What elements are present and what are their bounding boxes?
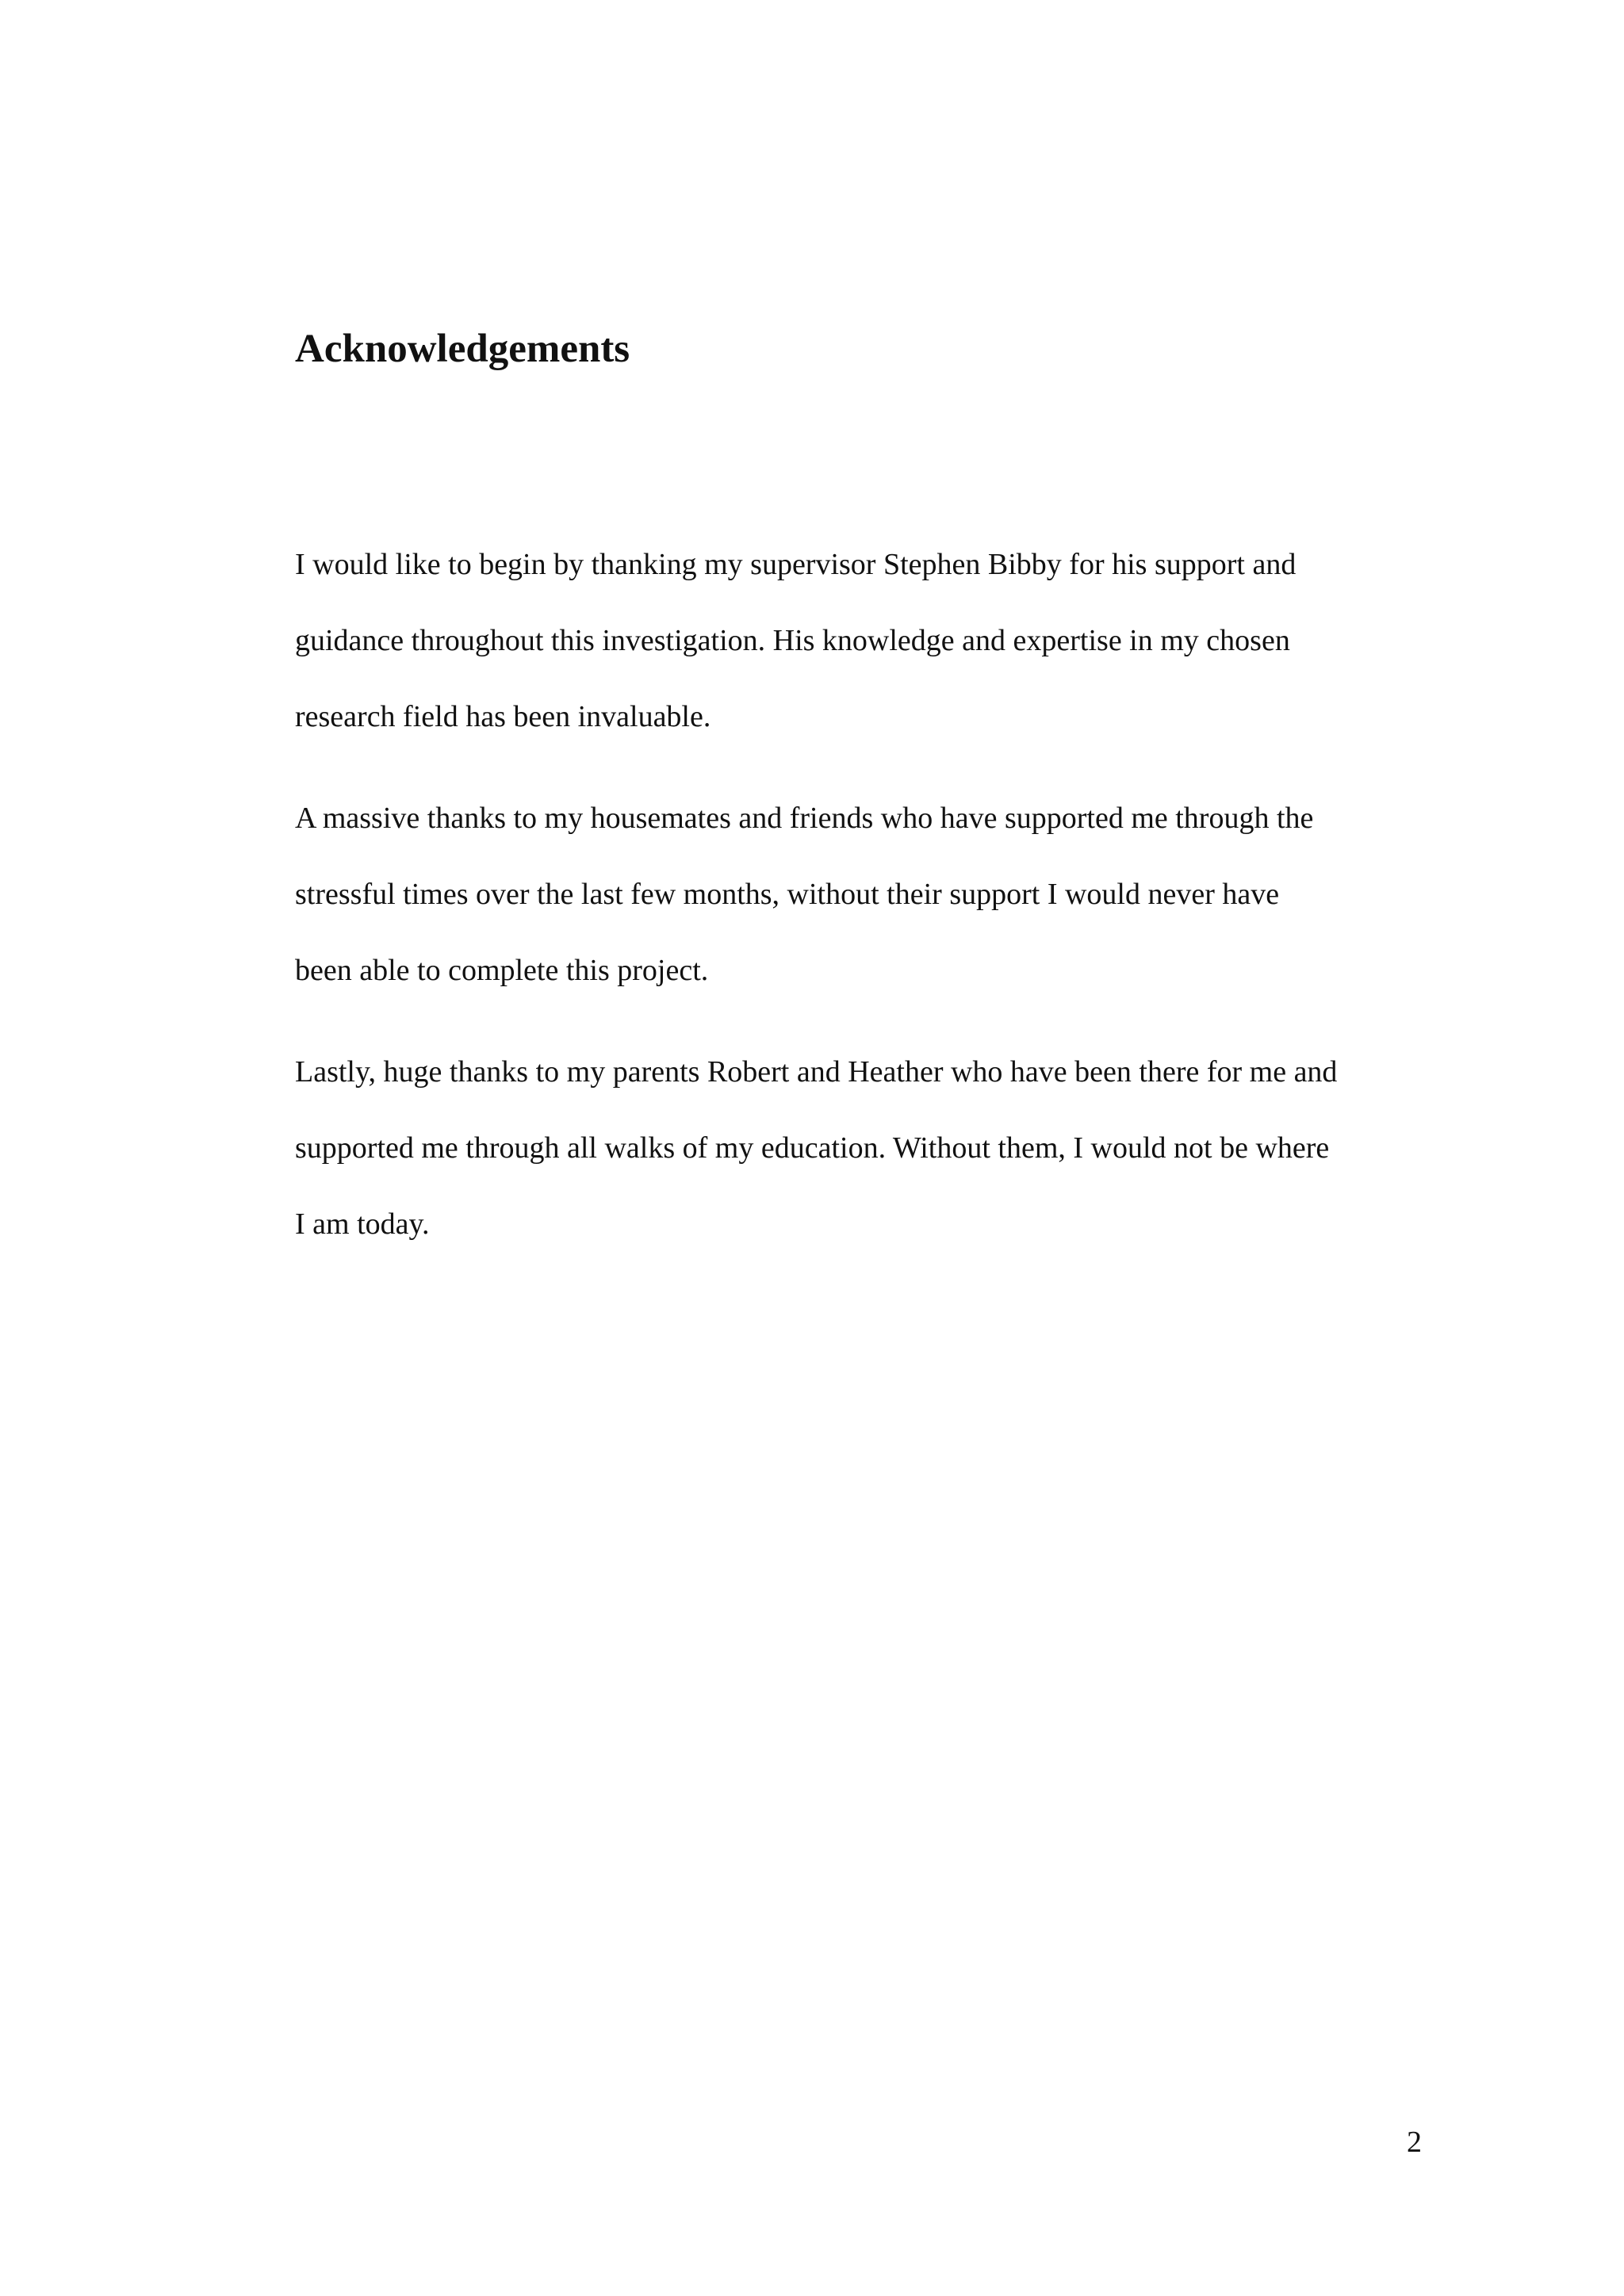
- paragraph-3-line-3: I am today.: [295, 1207, 430, 1241]
- page-number: 2: [1407, 2126, 1422, 2159]
- paragraph-2-line-1: A massive thanks to my housemates and friends who have supported me through the: [295, 802, 1314, 835]
- paragraph-2-line-3: been able to complete this project.: [295, 954, 709, 987]
- paragraph-2-line-2: stressful times over the last few months, without their support I would never have: [295, 878, 1280, 911]
- paragraph-3-line-1: Lastly, huge thanks to my parents Robert and Heather who have been there for me and: [295, 1055, 1338, 1089]
- paragraph-1-line-1: I would like to begin by thanking my supervisor Stephen Bibby for his support and: [295, 548, 1297, 581]
- paragraph-1-line-3: research field has been invaluable.: [295, 700, 711, 733]
- paragraph-1-line-2: guidance throughout this investigation. His knowledge and expertise in my chosen: [295, 624, 1290, 657]
- page-title: Acknowledgements: [295, 327, 630, 371]
- paragraph-3-line-2: supported me through all walks of my education. Without them, I would not be where: [295, 1131, 1330, 1165]
